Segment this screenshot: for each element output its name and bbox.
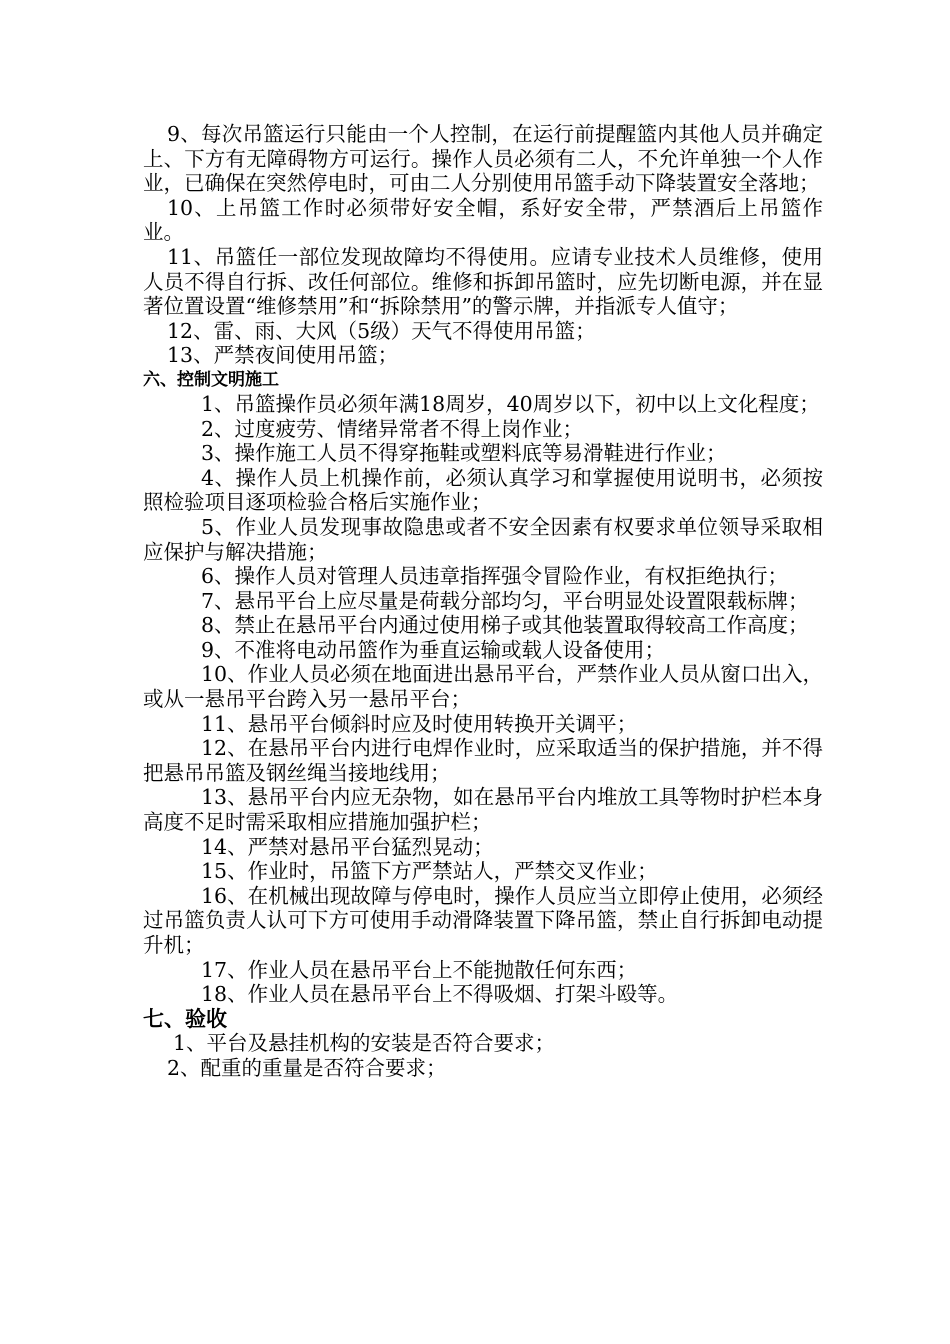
paragraph-5-12: 12、雷、雨、大风（5级）天气不得使用吊篮；: [167, 318, 596, 343]
paragraph-6-10: 10、作业人员必须在地面进出悬吊平台，严禁作业人员从窗口出入，或从一悬吊平台跨入另一悬吊平台；: [143, 662, 823, 712]
paragraph-6-5: 5、作业人员发现事故隐患或者不安全因素有权要求单位领导采取相应保护与解决措施；: [143, 514, 823, 564]
paragraph-6-2: 2、过度疲劳、情绪异常者不得上岗作业；: [201, 416, 584, 441]
paragraph-6-11: 11、悬吊平台倾斜时应及时使用转换开关调平；: [201, 711, 638, 736]
paragraph-6-15: 15、作业时，吊篮下方严禁站人，严禁交叉作业；: [201, 859, 658, 884]
paragraph-6-18: 18、作业人员在悬吊平台上不得吸烟、打架斗殴等。: [201, 982, 679, 1007]
paragraph-6-4: 4、操作人员上机操作前，必须认真学习和掌握使用说明书，必须按照检验项目逐项检验合格后实施作业；: [143, 465, 823, 515]
paragraph-6-3: 3、操作施工人员不得穿拖鞋或塑料底等易滑鞋进行作业；: [201, 441, 727, 466]
paragraph-5-10: 10、上吊篮工作时必须带好安全帽，系好安全带，严禁酒后上吊篮作业。: [143, 195, 823, 245]
section-6-heading: 六、控制文明施工: [143, 369, 279, 390]
paragraph-5-13: 13、严禁夜间使用吊篮；: [167, 343, 399, 368]
paragraph-6-13: 13、悬吊平台内应无杂物，如在悬吊平台内堆放工具等物时护栏本身高度不足时需采取相应措施加强护栏；: [143, 785, 823, 835]
paragraph-5-9: 9、每次吊篮运行只能由一个人控制，在运行前提醒篮内其他人员并确定上、下方有无障碍物方可运行。操作人员必须有二人，不允许单独一个人作业，已确保在突然停电时，可由二人分别使用吊篮手动下降装置安全落地；: [143, 122, 823, 196]
paragraph-6-7: 7、悬吊平台上应尽量是荷载分部均匀，平台明显处设置限载标牌；: [201, 588, 809, 613]
paragraph-6-6: 6、操作人员对管理人员违章指挥强令冒险作业，有权拒绝执行；: [201, 564, 789, 589]
paragraph-5-11: 11、吊篮任一部位发现故障均不得使用。应请专业技术人员维修，使用人员不得自行拆、改任何部位。维修和拆卸吊篮时，应先切断电源，并在显著位置设置“维修禁用”和“拆除禁用”的警示牌，并指派专人值守；: [143, 244, 823, 319]
paragraph-6-1: 1、吊篮操作员必须年满18周岁，40周岁以下，初中以上文化程度；: [201, 391, 820, 416]
paragraph-6-8: 8、禁止在悬吊平台内通过使用梯子或其他装置取得较高工作高度；: [201, 613, 809, 638]
paragraph-6-14: 14、严禁对悬吊平台猛烈晃动；: [201, 834, 494, 859]
document-body: [143, 122, 823, 1081]
paragraph-6-17: 17、作业人员在悬吊平台上不能抛散任何东西；: [201, 957, 638, 982]
section-7-heading: 七、验收: [143, 1005, 227, 1031]
paragraph-7-2: 2、配重的重量是否符合要求；: [167, 1055, 447, 1080]
paragraph-6-9: 9、不准将电动吊篮作为垂直运输或载人设备使用；: [201, 637, 666, 662]
paragraph-6-16: 16、在机械出现故障与停电时，操作人员应当立即停止使用，必须经过吊篮负责人认可下方可使用手动滑降装置下降吊篮，禁止自行拆卸电动提升机；: [143, 883, 823, 957]
paragraph-6-12: 12、在悬吊平台内进行电焊作业时，应采取适当的保护措施，并不得把悬吊吊篮及钢丝绳当接地线用；: [143, 736, 823, 785]
paragraph-7-1: 1、平台及悬挂机构的安装是否符合要求；: [173, 1031, 556, 1056]
